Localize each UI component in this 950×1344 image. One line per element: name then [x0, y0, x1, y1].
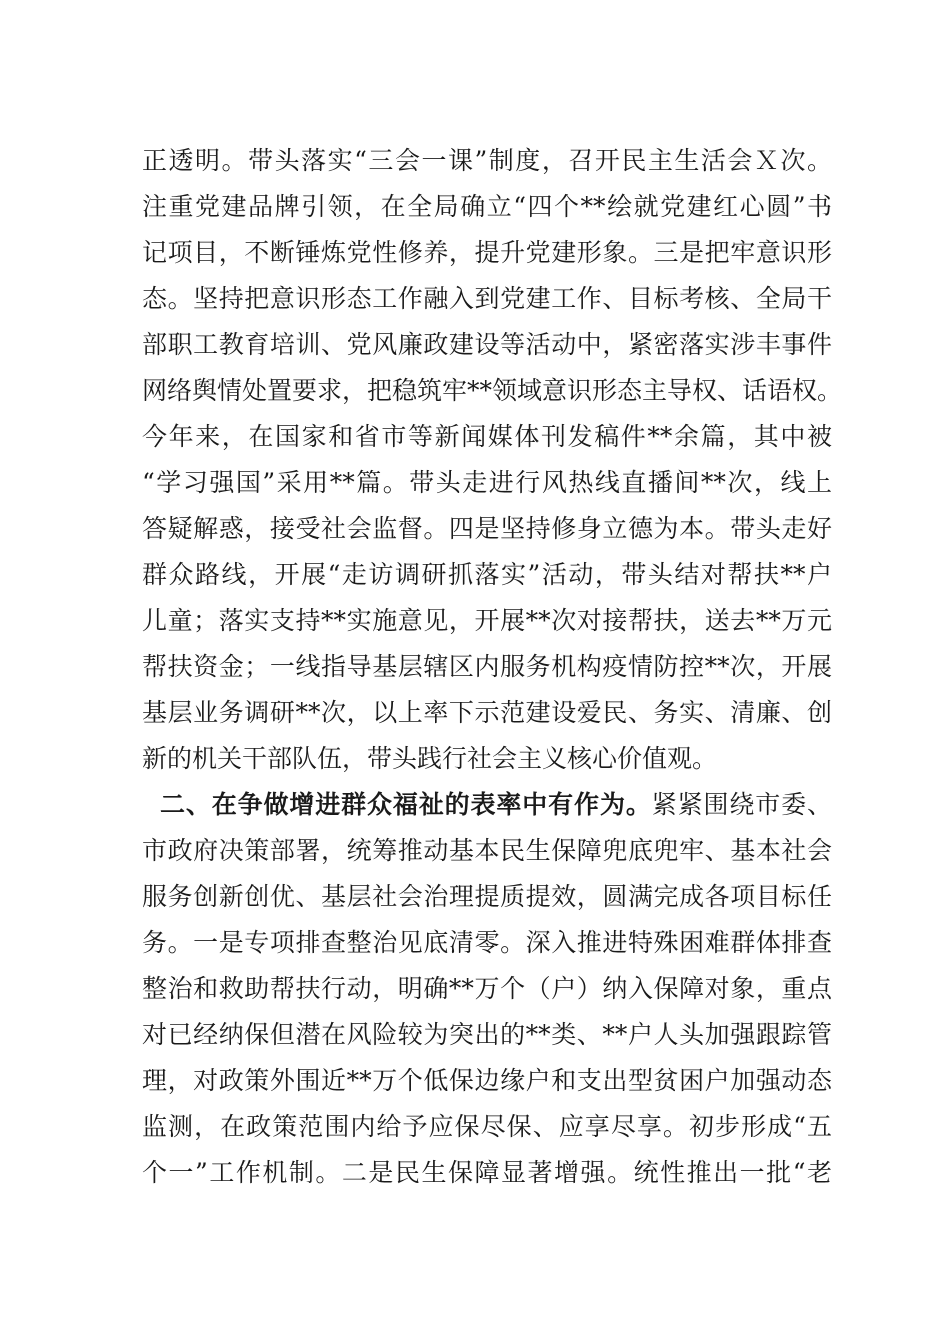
text-line: 部职工教育培训、党风廉政建设等活动中，紧密落实涉丰事件: [142, 330, 832, 359]
text-line: 理，对政策外围近**万个低保边缘户和支出型贫困户加强动态: [142, 1066, 832, 1095]
text-line: 正透明。带头落实“三会一课”制度，召开民主生活会Ｘ次。: [142, 146, 832, 175]
text-line: 个一”工作机制。二是民生保障显著增强。统性推出一批“老: [142, 1158, 832, 1187]
text-line: 监测，在政策范围内给予应保尽保、应享尽享。初步形成“五: [142, 1112, 832, 1141]
text-line: 记项目，不断锤炼党性修养，提升党建形象。三是把牢意识形: [142, 238, 832, 267]
text-line: 态。坚持把意识形态工作融入到党建工作、目标考核、全局干: [142, 284, 832, 313]
text-line: 群众路线，开展“走访调研抓落实”活动，带头结对帮扶**户: [142, 560, 832, 589]
section-heading-line: [142, 782, 832, 828]
text-line: 答疑解惑，接受社会监督。四是坚持修身立德为本。带头走好: [142, 514, 832, 543]
text-line: 新的机关干部队伍，带头践行社会主义核心价值观。: [142, 744, 718, 773]
text-line: 整治和救助帮扶行动，明确**万个（户）纳入保障对象，重点: [142, 974, 832, 1003]
text-line: 基层业务调研**次，以上率下示范建设爱民、务实、清廉、创: [142, 698, 832, 727]
text-line: 网络舆情处置要求，把稳筑牢**领域意识形态主导权、话语权。: [142, 376, 843, 405]
text-line: 服务创新创优、基层社会治理提质提效，圆满完成各项目标任: [142, 882, 832, 911]
text-line: 对已经纳保但潜在风险较为突出的**类、**户人头加强跟踪管: [142, 1020, 832, 1049]
document-body: [142, 138, 843, 1196]
text-line: 今年来，在国家和省市等新闻媒体刊发稿件**余篇，其中被: [142, 422, 832, 451]
text-line: “学习强国”采用**篇。带头走进行风热线直播间**次，线上: [142, 468, 832, 497]
text-line: 帮扶资金；一线指导基层辖区内服务机构疫情防控**次，开展: [142, 652, 832, 681]
text-line: 务。一是专项排查整治见底清零。深入推进特殊困难群体排查: [142, 928, 832, 957]
text-line: 市政府决策部署，统筹推动基本民生保障兜底兜牢、基本社会: [142, 836, 832, 865]
section-heading-continuation: 紧紧围绕市委、: [651, 790, 832, 819]
text-line: 儿童；落实支持**实施意见，开展**次对接帮扶，送去**万元: [142, 606, 832, 635]
section-heading: 二、在争做增进群众福祉的表率中有作为。: [160, 790, 652, 819]
text-line: 注重党建品牌引领，在全局确立“四个**绘就党建红心圆”书: [142, 192, 832, 221]
